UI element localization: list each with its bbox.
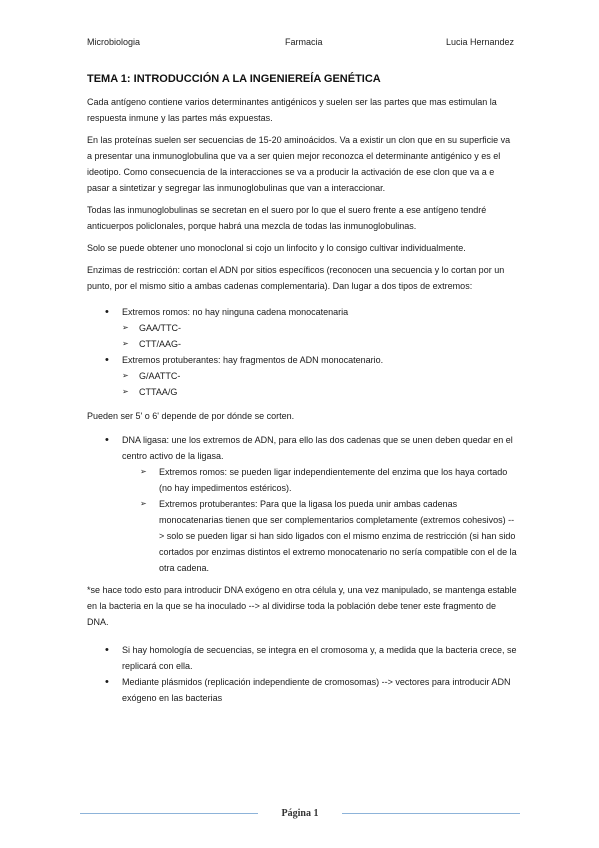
sublist bbox=[122, 464, 517, 576]
header-course: Farmacia bbox=[285, 37, 323, 47]
paragraph: Cada antígeno contiene varios determinantes antigénicos y suelen ser las partes que mas estimulan la respuesta inmune y las partes más expuestas. bbox=[87, 97, 497, 123]
list-item-label: DNA ligasa: une los extremos de ADN, para ello las dos cadenas que se unen deben quedar en el centro activo de la ligasa. bbox=[122, 435, 513, 461]
page-body bbox=[87, 72, 517, 712]
page-title: TEMA 1: INTRODUCCIÓN A LA INGENIEREÍA GENÉTICA bbox=[87, 73, 381, 85]
paragraph: Todas las inmunoglobulinas se secretan en el suero por lo que el suero frente a ese antígeno tendré anticuerpos policlonales, porque habrá una mezcla de todas las inmunoglobulinas. bbox=[87, 205, 487, 231]
list-item bbox=[87, 304, 517, 352]
footer-rule-right bbox=[342, 813, 520, 814]
list-item-label: Extremos protuberantes: hay fragmentos de ADN monocatenario. bbox=[122, 355, 384, 365]
sublist-item: ➢ GAA/TTC- bbox=[122, 320, 517, 336]
list-item bbox=[87, 432, 517, 576]
list-item: • Si hay homología de secuencias, se integra en el cromosoma y, a medida que la bacteria crece, se replicará con ella. bbox=[87, 642, 517, 674]
paragraph: Enzimas de restricción: cortan el ADN por sitios específicos (reconocen una secuencia y lo cortan por un punto, por el mismo sitio a ambas cadenas complementaria). Dan lugar a dos tipos de extremos: bbox=[87, 265, 505, 291]
sublist-item: ➢ Extremos protuberantes: Para que la ligasa los pueda unir ambas cadenas monocatenarias tienen que ser complementarios completamente (extremos cohesivos) --> solo se pueden ligar si han sido ligados con el mismo enzima de restricción (si han sido cortados por enzimas distintos el extremo monocatenario no sería compatible con el de la otra cadena. bbox=[122, 496, 517, 576]
page-footer bbox=[80, 808, 520, 824]
page-header bbox=[87, 37, 514, 51]
sublist-item: ➢ CTT/AAG- bbox=[122, 336, 517, 352]
note-paragraph: *se hace todo esto para introducir DNA exógeno en otra célula y, una vez manipulado, se mantenga estable en la bacteria en la que se ha inoculado --> al dividirse toda la población debe tener este fragmento de DNA. bbox=[87, 585, 517, 627]
paragraph: En las proteínas suelen ser secuencias de 15-20 aminoácidos. Va a existir un clon que en su superficie va a presentar una inmunoglobulina que va a ser quien mejor reconozca el determinante antigénico y es el ideotipo. Como consecuencia de la interacciones se va a producir la activación de ese clon que va a e pasar a sintetizar y segregar las inmunoglobulinas que van a interaccionar. bbox=[87, 135, 511, 193]
header-author: Lucia Hernandez bbox=[445, 37, 514, 47]
sublist bbox=[122, 320, 517, 352]
paragraph: Solo se puede obtener uno monoclonal si cojo un linfocito y lo consigo cultivar individualmente. bbox=[87, 243, 466, 253]
sublist-item: ➢ CTTAA/G bbox=[122, 384, 517, 400]
sublist bbox=[122, 368, 517, 400]
extremos-list bbox=[87, 304, 517, 400]
list-item bbox=[87, 352, 517, 400]
page-number: Página 1 bbox=[281, 808, 319, 819]
final-list bbox=[87, 642, 517, 706]
sublist-item: ➢ Extremos romos: se pueden ligar independientemente del enzima que los haya cortado (no hay impedimentos estéricos). bbox=[122, 464, 517, 496]
sublist-item: ➢ G/AATTC- bbox=[122, 368, 517, 384]
ligasa-list bbox=[87, 432, 517, 576]
list-item: • Mediante plásmidos (replicación independiente de cromosomas) --> vectores para introducir ADN exógeno en las bacterias bbox=[87, 674, 517, 706]
list-item-label: Extremos romos: no hay ninguna cadena monocatenaria bbox=[122, 307, 349, 317]
paragraph: Pueden ser 5' o 6' depende de por dónde se corten. bbox=[87, 411, 295, 421]
header-subject: Microbiologia bbox=[87, 37, 141, 47]
